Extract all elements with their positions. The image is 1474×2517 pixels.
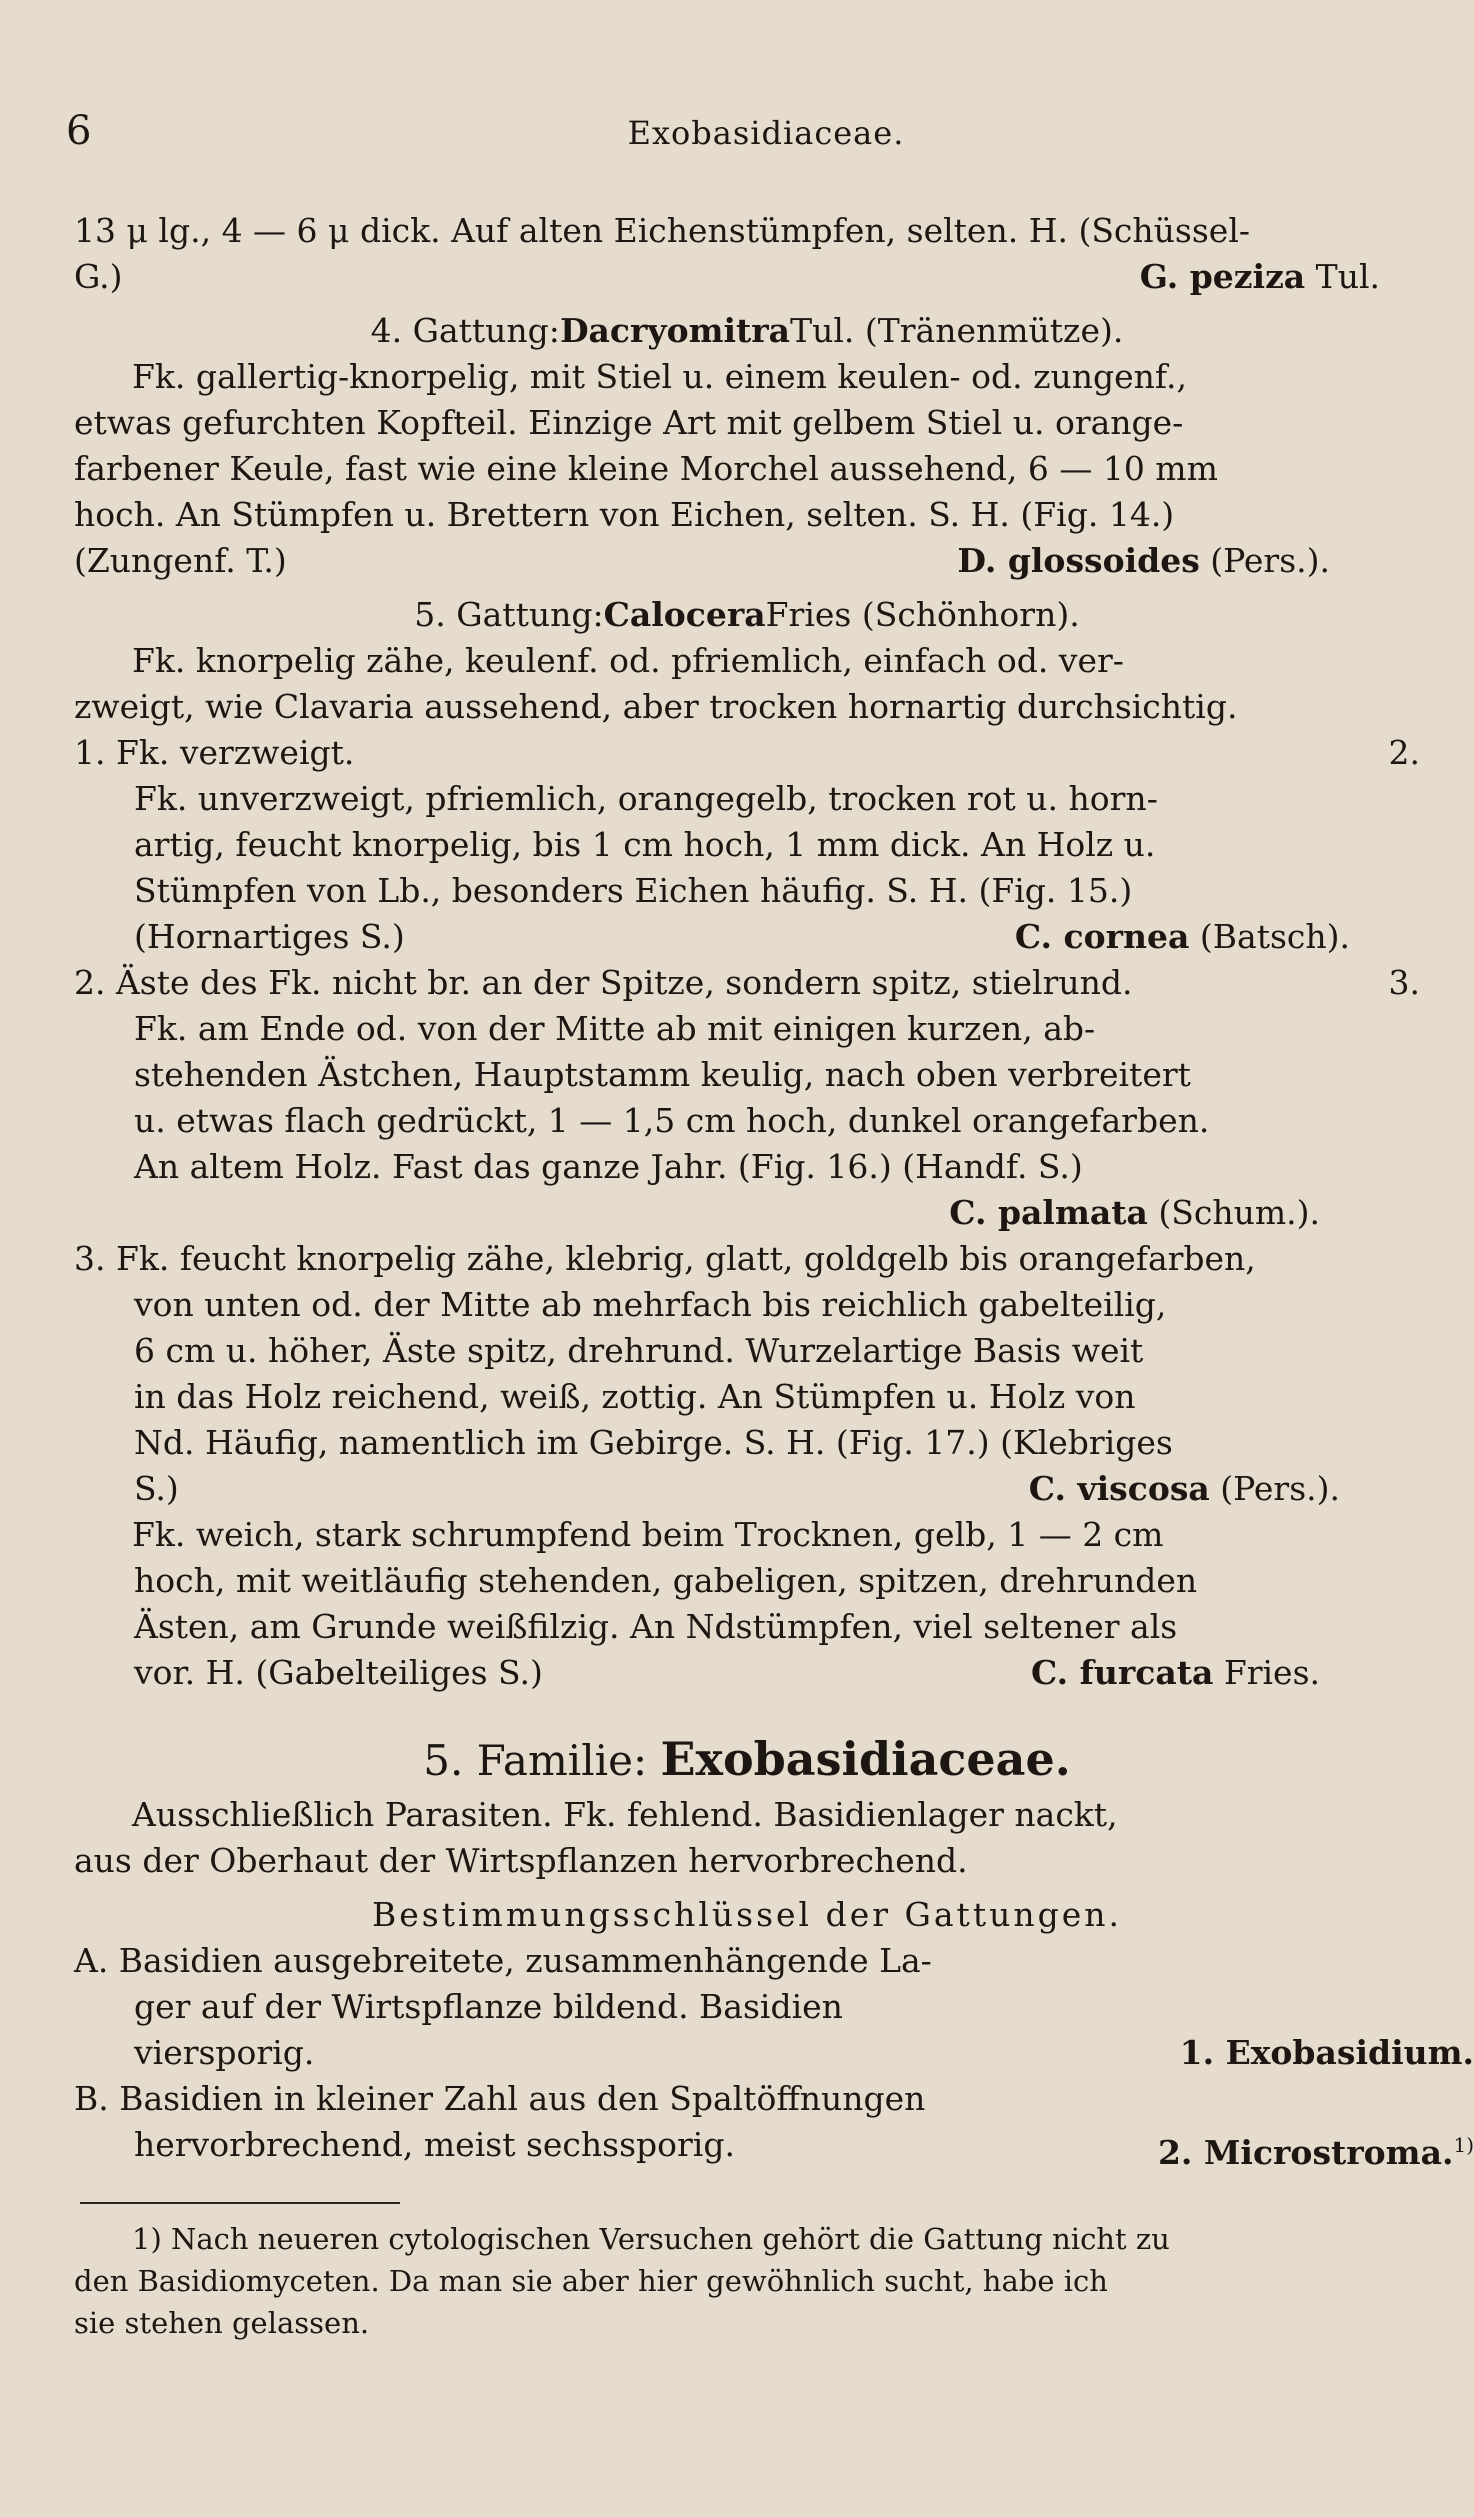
text-line: artig, feucht knorpelig, bis 1 cm hoch, 1 mm dick. An Holz u. [134, 825, 1156, 864]
text-line: stehenden Ästchen, Hauptstamm keulig, nach oben verbreitert [134, 1055, 1191, 1094]
text-line: vor. H. (Gabelteiliges S.) C. furcata Fries. [134, 1653, 1320, 1692]
footnote-line: 1) Nach neueren cytologischen Versuchen gehört die Gattung nicht zu [132, 2222, 1170, 2256]
text-line: (Hornartiges S.) C. cornea (Batsch). [134, 917, 1350, 956]
footnote-line: sie stehen gelassen. [74, 2306, 370, 2340]
text-line: zweigt, wie Clavaria aussehend, aber trocken hornartig durchsichtig. [74, 687, 1238, 726]
text-line: Fk. gallertig-knorpelig, mit Stiel u. einem keulen- od. zungenf., [132, 357, 1187, 396]
key-line: A. Basidien ausgebreitete, zusammenhängende La- [74, 1941, 932, 1980]
text-line: Ausschließlich Parasiten. Fk. fehlend. Basidienlager nackt, [132, 1795, 1118, 1834]
text-line: G.) G. peziza Tul. [74, 257, 1380, 296]
page-header [66, 108, 1406, 158]
text-line: Stümpfen von Lb., besonders Eichen häufig. S. H. (Fig. 15.) [134, 871, 1133, 910]
text-line: Ästen, am Grunde weißfilzig. An Ndstümpfen, viel seltener als [134, 1607, 1178, 1646]
page-number: 6 [66, 108, 92, 154]
key-line: B. Basidien in kleiner Zahl aus den Spaltöffnungen [74, 2079, 926, 2118]
text-line: Fk. knorpelig zähe, keulenf. od. pfriemlich, einfach od. ver- [132, 641, 1124, 680]
text-line: hoch. An Stümpfen u. Brettern von Eichen, selten. S. H. (Fig. 14.) [74, 495, 1175, 534]
species-line: C. palmata (Schum.). [949, 1193, 1320, 1232]
running-head: Exobasidiaceae. [627, 114, 905, 152]
key-line: 1. Fk. verzweigt. 2. [74, 733, 1420, 772]
footnote-marker: 1) [1453, 2133, 1474, 2157]
text-line: farbener Keule, fast wie eine kleine Morchel aussehend, 6 — 10 mm [74, 449, 1218, 488]
footnote [74, 2218, 1420, 2344]
genus-heading: 5. Gattung: Calocera Fries (Schönhorn). [414, 595, 1080, 634]
text-line: aus der Oberhaut der Wirtspflanzen hervorbrechend. [74, 1841, 968, 1880]
text-line: hoch, mit weitläufig stehenden, gabeligen, spitzen, drehrunden [134, 1561, 1198, 1600]
key-line: 3. Fk. feucht knorpelig zähe, klebrig, glatt, goldgelb bis orangefarben, [74, 1239, 1256, 1278]
key-line: viersporig. 1. Exobasidium. [134, 2033, 1474, 2072]
text-line: 13 μ lg., 4 — 6 μ dick. Auf alten Eichenstümpfen, selten. H. (Schüssel- [74, 211, 1251, 250]
text-line: Fk. unverzweigt, pfriemlich, orangegelb, trocken rot u. horn- [134, 779, 1158, 818]
key-title: Bestimmungsschlüssel der Gattungen. [372, 1895, 1122, 1934]
text-line: Fk. am Ende od. von der Mitte ab mit einigen kurzen, ab- [134, 1009, 1096, 1048]
text-line: u. etwas flach gedrückt, 1 — 1,5 cm hoch, dunkel orangefarben. [134, 1101, 1210, 1140]
text-line: Fk. weich, stark schrumpfend beim Trocknen, gelb, 1 — 2 cm [132, 1515, 1164, 1554]
genus-key [74, 1938, 1474, 2176]
text-line: in das Holz reichend, weiß, zottig. An Stümpfen u. Holz von [134, 1377, 1136, 1416]
text-line: S.) C. viscosa (Pers.). [134, 1469, 1340, 1508]
text-line: etwas gefurchten Kopfteil. Einzige Art mit gelbem Stiel u. orange- [74, 403, 1184, 442]
genus-heading: 4. Gattung: Dacryomitra Tul. (Tränenmütze). [370, 311, 1124, 350]
text-line: von unten od. der Mitte ab mehrfach bis reichlich gabelteilig, [134, 1285, 1167, 1324]
page-body [74, 208, 1474, 2344]
footnote-rule [80, 2202, 400, 2204]
key-line: 2. Äste des Fk. nicht br. an der Spitze, sondern spitz, stielrund. 3. [74, 963, 1420, 1002]
text-line: An altem Holz. Fast das ganze Jahr. (Fig. 16.) (Handf. S.) [134, 1147, 1083, 1186]
family-heading: 5. Familie: Exobasidiaceae. [423, 1732, 1071, 1786]
key-line: ger auf der Wirtspflanze bildend. Basidien [134, 1987, 843, 2026]
text-line: 6 cm u. höher, Äste spitz, drehrund. Wurzelartige Basis weit [134, 1331, 1144, 1370]
text-line: Nd. Häufig, namentlich im Gebirge. S. H. (Fig. 17.) (Klebriges [134, 1423, 1173, 1462]
footnote-line: den Basidiomyceten. Da man sie aber hier gewöhnlich sucht, habe ich [74, 2264, 1108, 2298]
key-line: hervorbrechend, meist sechssporig. 2. Microstroma.$^{1)}$ [134, 2125, 1474, 2172]
text-line: (Zungenf. T.) D. glossoides (Pers.). [74, 541, 1330, 580]
